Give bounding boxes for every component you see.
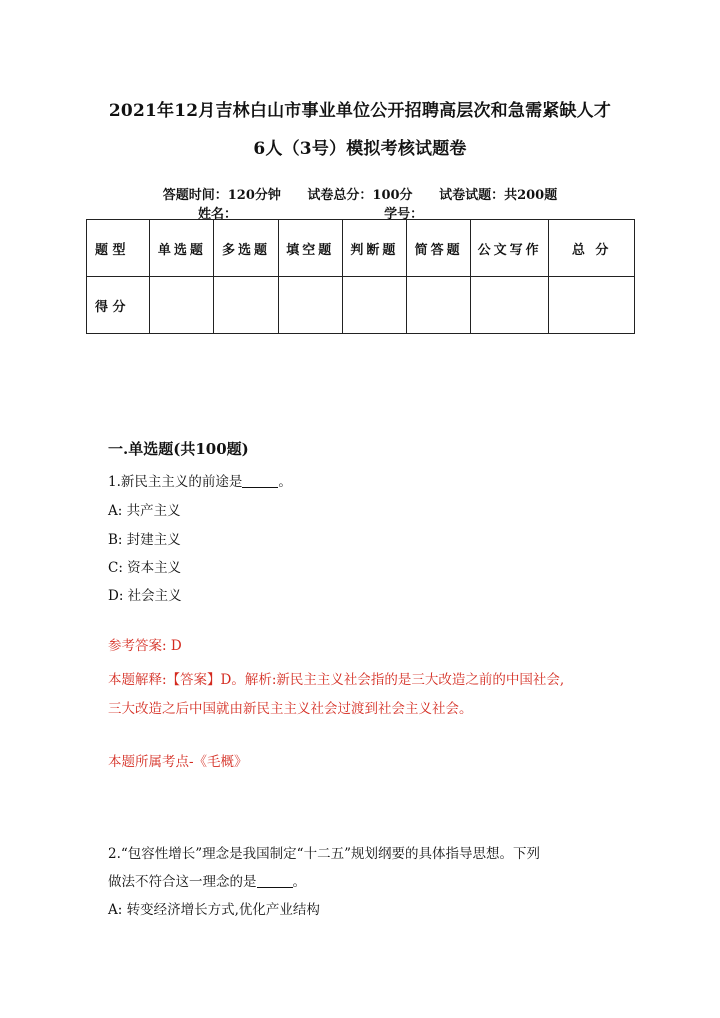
col-document-writing: 公文写作	[471, 220, 549, 277]
student-id-label: 学号：	[384, 207, 424, 222]
q2-option-a: A: 转变经济增长方式,优化产业结构	[108, 902, 320, 918]
exam-time: 答题时间：120分钟	[162, 188, 281, 203]
col-true-false: 判断题	[342, 220, 406, 277]
exam-question-count: 试卷试题：共200题	[439, 188, 558, 203]
q2-stem-line1: 2.“包容性增长”理念是我国制定“十二五”规划纲要的具体指导思想。下列	[108, 846, 540, 862]
q2-blank	[257, 875, 293, 888]
score-cell	[549, 277, 635, 334]
score-table-score-row	[87, 277, 635, 334]
exam-meta	[0, 184, 720, 203]
q1-option-a: A: 共产主义	[108, 503, 181, 519]
q1-option-d: D: 社会主义	[108, 588, 182, 604]
q1-answer: 参考答案: D	[108, 638, 182, 654]
q2-stem-text: 做法不符合这一理念的是	[108, 874, 257, 890]
q2-stem-end: 。	[292, 874, 306, 890]
row-header-score: 得 分	[87, 277, 150, 334]
row-header-type: 题 型	[87, 220, 150, 277]
name-blank	[237, 206, 345, 220]
section-title: 一.单选题(共100题)	[108, 440, 249, 458]
q1-topic: 本题所属考点-《毛概》	[108, 754, 248, 770]
q1-option-c: C: 资本主义	[108, 560, 182, 576]
col-total: 总 分	[549, 220, 635, 277]
score-table-header-row	[87, 220, 635, 277]
col-fill-blank: 填空题	[278, 220, 342, 277]
col-short-answer: 简答题	[407, 220, 471, 277]
q1-explanation-line2: 三大改造之后中国就由新民主主义社会过渡到社会主义社会。	[108, 701, 473, 717]
q1-stem-end: 。	[278, 474, 292, 490]
exam-title-line1: 2021年12月吉林白山市事业单位公开招聘高层次和急需紧缺人才	[108, 101, 612, 121]
score-cell	[150, 277, 214, 334]
score-cell	[278, 277, 342, 334]
score-table	[86, 219, 635, 334]
student-id-blank	[423, 206, 531, 220]
exam-title-line2: 6人（3号）模拟考核试题卷	[253, 139, 467, 159]
q1-option-b: B: 封建主义	[108, 532, 181, 548]
col-single-choice: 单选题	[150, 220, 214, 277]
score-cell	[342, 277, 406, 334]
q1-blank	[242, 475, 278, 488]
name-label: 姓名：	[198, 207, 238, 222]
score-cell	[471, 277, 549, 334]
q1-stem-text: 1.新民主主义的前途是	[108, 474, 243, 490]
score-cell	[214, 277, 278, 334]
score-cell	[407, 277, 471, 334]
exam-total-score: 试卷总分：100分	[307, 188, 413, 203]
q1-explanation-line1: 本题解释:【答案】D。解析:新民主主义社会指的是三大改造之前的中国社会,	[108, 672, 565, 688]
col-multi-choice: 多选题	[214, 220, 278, 277]
q2-stem-line2	[108, 870, 306, 890]
q1-stem	[108, 470, 292, 490]
